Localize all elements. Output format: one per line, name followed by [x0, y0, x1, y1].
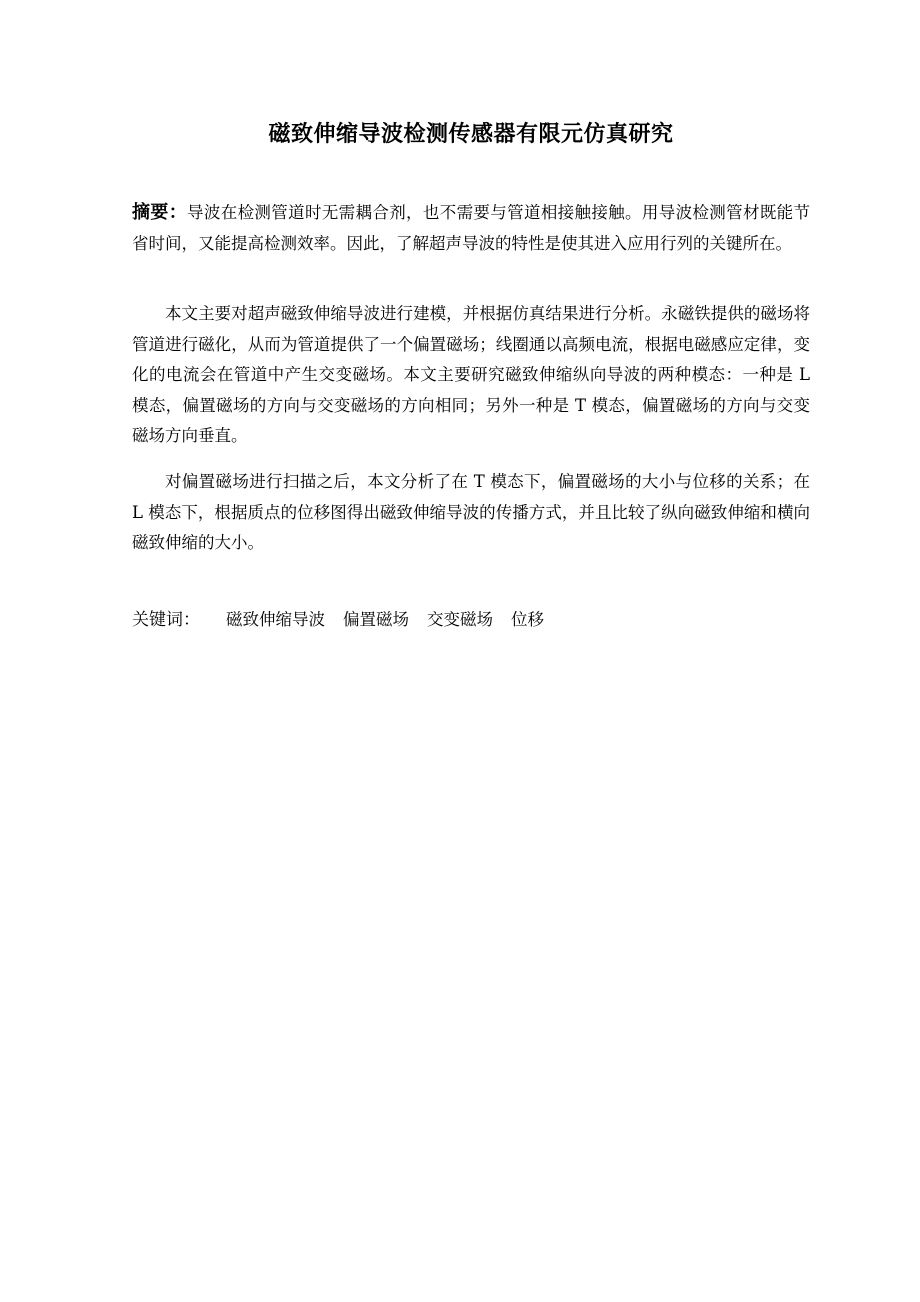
keywords-label: 关键词：	[132, 610, 200, 630]
abstract-paragraph-2: 本文主要对超声磁致伸缩导波进行建模，并根据仿真结果进行分析。永磁铁提供的磁场将管道进行磁化，从而为管道提供了一个偏置磁场；线圈通以高频电流，根据电磁感应定律，变化的电流会在管道中产生交变磁场。本文主要研究磁致伸缩纵向导波的两种模态：一种是 L 模态，偏置磁场的方向与交变磁场的方向相同；另外一种是 T 模态，偏置磁场的方向与交变磁场方向垂直。	[132, 304, 810, 445]
keywords-line	[132, 605, 810, 635]
document-title: 磁致伸缩导波检测传感器有限元仿真研究	[268, 122, 674, 147]
keyword-item: 偏置磁场	[343, 610, 409, 629]
abstract-paragraph-3: 对偏置磁场进行扫描之后，本文分析了在 T 模态下，偏置磁场的大小与位移的关系；在 L 模态下，根据质点的位移图得出磁致伸缩导波的传播方式，并且比较了纵向磁致伸缩和横向磁致伸缩的大小。	[132, 472, 810, 552]
abstract-paragraph-1-text: 导波在检测管道时无需耦合剂，也不需要与管道相接触接触。用导波检测管材既能节省时间，又能提高检测效率。因此，了解超声导波的特性是使其进入应用行列的关键所在。	[132, 203, 811, 253]
keyword-item: 交变磁场	[427, 610, 493, 629]
abstract-paragraph-1	[132, 198, 810, 259]
abstract-label: 摘要：	[132, 202, 188, 223]
keyword-item: 位移	[511, 610, 544, 629]
keyword-item: 磁致伸缩导波	[226, 610, 325, 629]
